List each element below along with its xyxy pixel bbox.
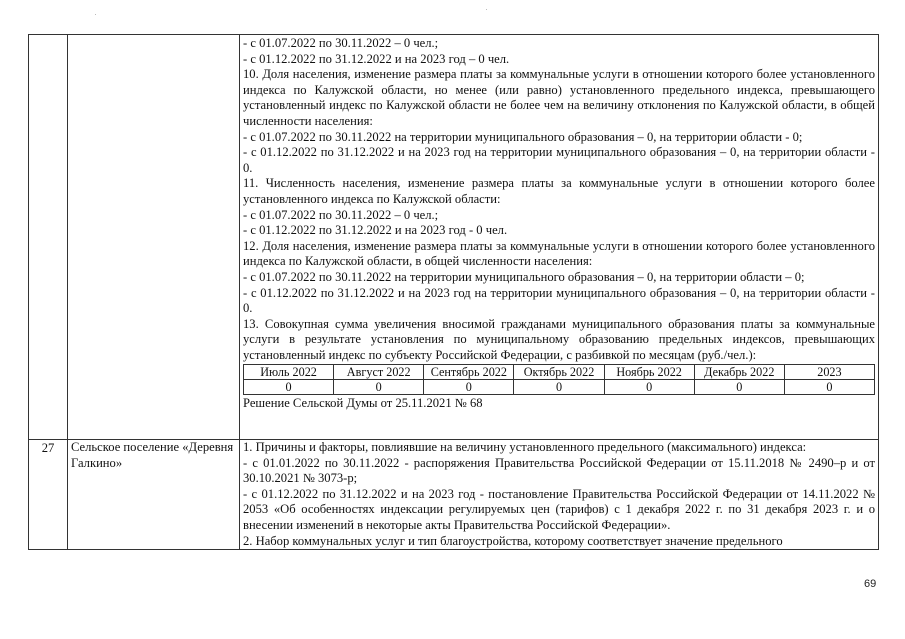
paragraph: - с 01.12.2022 по 31.12.2022 и на 2023 год - 0 чел.	[243, 223, 508, 238]
paragraph: - с 01.07.2022 по 30.11.2022 – 0 чел.;	[243, 36, 439, 50]
month-value: 0	[334, 380, 424, 395]
paragraph: - с 01.07.2022 по 30.11.2022 на территории муниципального образования – 0, на территории области - 0;	[243, 129, 803, 144]
month-header: Октябрь 2022	[514, 365, 604, 380]
settlement-name-cell	[68, 35, 240, 440]
table-row	[29, 440, 879, 550]
paragraph: 13. Совокупная сумма увеличения вносимой гражданами муниципального образования платы за коммунальные услуги в результате установления по муниципальному образованию предельных индексов, превышающих установленный индекс по субъекту Российской Федерации, с разбивкой по месяцам (руб./чел.):	[243, 316, 875, 362]
paragraph: - с 01.01.2022 по 30.11.2022 - распоряжения Правительства Российской Федерации от 15.11.2018 № 2490–р и от 30.10.2021 № 3073-р;	[243, 455, 875, 486]
month-value: 0	[424, 380, 514, 395]
scan-speck	[95, 14, 96, 15]
paragraph: - с 01.07.2022 по 30.11.2022 на территории муниципального образования – 0, на территории области – 0;	[243, 269, 805, 284]
document-table	[28, 34, 879, 550]
page-number: 69	[864, 578, 877, 590]
paragraph: - с 01.12.2022 по 31.12.2022 и на 2023 год – 0 чел.	[243, 51, 510, 66]
paragraph: 1. Причины и факторы, повлиявшие на величину установленного предельного (максимального) индекса:	[243, 440, 807, 454]
month-header: Ноябрь 2022	[604, 365, 694, 380]
month-value: 0	[514, 380, 604, 395]
row-number-cell: 27	[29, 440, 68, 550]
month-value: 0	[244, 380, 334, 395]
paragraph: - с 01.12.2022 по 31.12.2022 и на 2023 год - постановление Правительства Российской Федерации от 14.11.2022 № 2053 «Об особенностях индексации регулируемых цен (тарифов) с 1 декабря 2022 г. по 31 декабря 2023 г. и о внесении изменений в некоторые акты Правительства Российской Федерации».	[243, 486, 875, 532]
info-cell	[240, 35, 879, 440]
paragraph: - с 01.12.2022 по 31.12.2022 и на 2023 год на территории муниципального образования – 0, на территории области - 0.	[243, 285, 875, 316]
month-header: 2023	[784, 365, 874, 380]
paragraph: 2. Набор коммунальных услуг и тип благоустройства, которому соответствует значение предельного	[243, 533, 783, 548]
decision-reference: Решение Сельской Думы от 25.11.2021 № 68	[243, 396, 483, 411]
month-header: Декабрь 2022	[694, 365, 784, 380]
scan-speck	[486, 9, 487, 10]
paragraph: 12. Доля населения, изменение размера платы за коммунальные услуги в отношении которого более установленного индекса по Калужской области, в общей численности населения:	[243, 238, 875, 269]
month-header: Август 2022	[334, 365, 424, 380]
month-header: Июль 2022	[244, 365, 334, 380]
monthly-increase-table	[243, 364, 875, 395]
months-header-row	[244, 365, 875, 380]
paragraph: 11. Численность населения, изменение размера платы за коммунальные услуги в отношении которого более установленного индекса по Калужской области:	[243, 176, 875, 206]
paragraph: - с 01.12.2022 по 31.12.2022 и на 2023 год на территории муниципального образования – 0, на территории области - 0.	[243, 145, 875, 175]
paragraph: 10. Доля населения, изменение размера платы за коммунальные услуги в отношении которого более установленного индекса по Калужской области, но менее (или равно) установленного предельного индекса, превышающего установленный индекс по Калужской области не более чем на величину отклонения по Калужской области, в общей численности населения:	[243, 67, 875, 128]
settlement-name-cell: Сельское поселение «Деревня Галкино»	[68, 440, 240, 550]
table-row	[29, 35, 879, 440]
row-number-cell	[29, 35, 68, 440]
month-value: 0	[604, 380, 694, 395]
month-header: Сентябрь 2022	[424, 365, 514, 380]
months-value-row	[244, 380, 875, 395]
info-cell	[240, 440, 879, 550]
paragraph: - с 01.07.2022 по 30.11.2022 – 0 чел.;	[243, 207, 439, 222]
month-value: 0	[694, 380, 784, 395]
month-value: 0	[784, 380, 874, 395]
